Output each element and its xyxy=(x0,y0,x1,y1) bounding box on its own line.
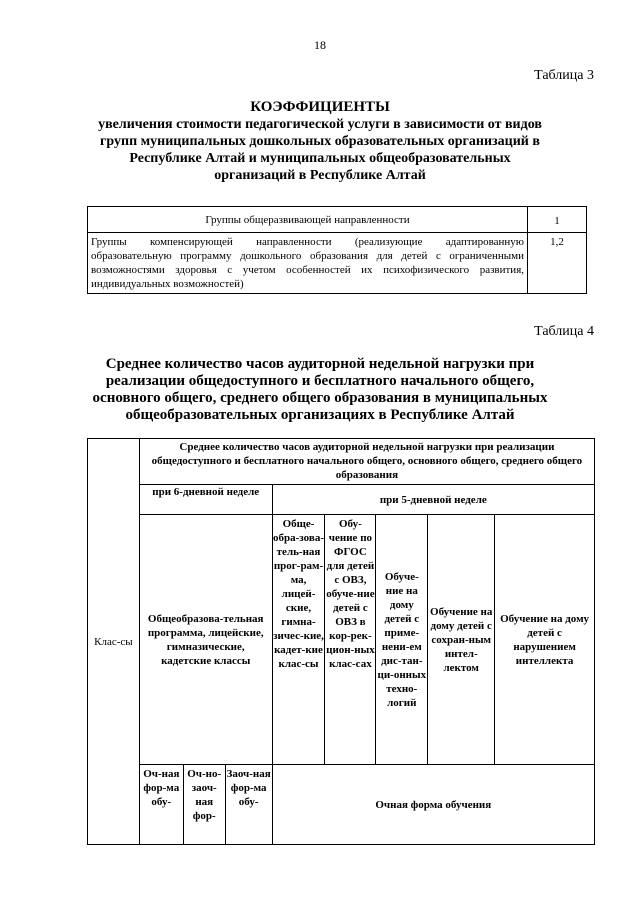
table-cell: Группы компенсирующей направленности (реализующие адаптированную образовательную программу дошкольного образования для детей с ограниченными возможностями здоровья с учетом особенностей их психофизического развития, индивидуальных возможностей) xyxy=(88,233,528,294)
coefficients-table xyxy=(87,206,587,294)
table-row xyxy=(88,765,595,845)
table4-title xyxy=(60,356,580,424)
table3-title xyxy=(60,99,580,184)
week5-header: при 5-дневной неделе xyxy=(272,485,594,515)
table3-label: Таблица 3 xyxy=(534,68,594,83)
hours-table xyxy=(87,438,595,845)
main-header: Среднее количество часов аудиторной недельной нагрузки при реализации общедоступного и бесплатного начального общего, основного общего, среднего общего образования xyxy=(139,439,594,485)
fgos-ovz-column: Обу-чение по ФГОС для детей с ОВЗ, обуче-ние детей с ОВЗ в кор-рек-цион-ных клас-сах xyxy=(325,515,376,765)
table-row xyxy=(88,233,587,294)
table-row xyxy=(88,485,595,515)
form-parttime: Оч-но-заоч-ная фор- xyxy=(183,765,225,845)
general-program-6day: Общеобразова-тельная программа, лицейские, гимназические, кадетские классы xyxy=(139,515,272,765)
table4-label: Таблица 4 xyxy=(534,324,594,339)
table-row xyxy=(88,207,587,233)
table3-title-main: КОЭФФИЦИЕНТЫ xyxy=(250,99,390,115)
table-cell: 1 xyxy=(528,207,587,233)
form-fulltime: Оч-ная фор-ма обу- xyxy=(139,765,183,845)
table3-title-subtitle: увеличения стоимости педагогической услуги в зависимости от видов групп муниципальных дошкольных образовательных организаций в Республике Алтай и муниципальных общеобразовательных организаций в Республике Алтай xyxy=(98,117,542,183)
page-number: 18 xyxy=(314,38,326,52)
table-row xyxy=(88,515,595,765)
home-intact-column: Обучение на дому детей с сохран-ным интел-лектом xyxy=(428,515,495,765)
week6-header: при 6-дневной неделе xyxy=(139,485,272,515)
form-correspondence: Заоч-ная фор-ма обу- xyxy=(225,765,272,845)
table4-title-text: Среднее количество часов аудиторной недельной нагрузки при реализации общедоступного и бесплатного начального общего, основного общего, среднего общего образования в муниципальных общеобразовательных организациях в Республике Алтай xyxy=(92,356,548,423)
table-cell: 1,2 xyxy=(528,233,587,294)
table-cell: Группы общеразвивающей направленности xyxy=(88,207,528,233)
form-fulltime-5day: Очная форма обучения xyxy=(272,765,594,845)
table-row xyxy=(88,439,595,485)
general-program-5day: Обще-обра-зова-тель-ная прог-рам-ма, лицей-ские, гимна-зичес-кие, кадет-кие клас-сы xyxy=(272,515,325,765)
classes-header: Клас-сы xyxy=(88,439,140,845)
home-impaired-column: Обучение на дому детей с нарушением интеллекта xyxy=(495,515,595,765)
home-distance-column: Обуче-ние на дому детей с приме-нени-ем дис-тан-ци-онных техно-логий xyxy=(376,515,428,765)
